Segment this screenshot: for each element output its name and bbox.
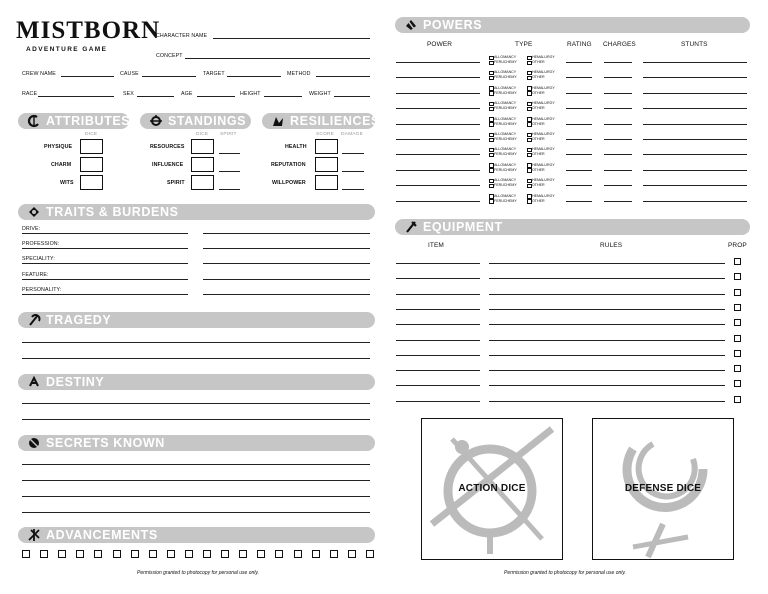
power-type-checkbox[interactable] bbox=[527, 61, 532, 66]
power-type-option-label: FERUCHEMY bbox=[494, 152, 517, 157]
influence-dice-box[interactable] bbox=[191, 157, 214, 172]
footer-right: Permission granted to photocopy for personal use only. bbox=[504, 570, 626, 576]
power-type-option-label: OTHER bbox=[532, 90, 545, 95]
weight-field[interactable] bbox=[334, 96, 370, 97]
destiny-icon bbox=[27, 375, 41, 389]
equipment-header bbox=[395, 219, 750, 235]
equipment-rules-field[interactable] bbox=[489, 309, 725, 310]
power-type-option-label: ALLOMANCY bbox=[494, 101, 517, 106]
equipment-item-field[interactable] bbox=[396, 385, 480, 386]
attributes-icon bbox=[27, 114, 41, 128]
power-charges-field[interactable] bbox=[604, 185, 632, 186]
power-charges-field[interactable] bbox=[604, 62, 632, 63]
advancement-checkbox[interactable] bbox=[257, 550, 265, 558]
power-stunts-field[interactable] bbox=[643, 139, 747, 140]
power-type-option-label: ALLOMANCY bbox=[494, 70, 517, 75]
advancement-checkbox[interactable] bbox=[22, 550, 30, 558]
trait-label: PERSONALITY: bbox=[22, 287, 62, 293]
power-type-option-label: ALLOMANCY bbox=[494, 162, 517, 167]
tragedy-line[interactable] bbox=[22, 358, 370, 359]
equipment-item-field[interactable] bbox=[396, 263, 480, 264]
equipment-rules-field[interactable] bbox=[489, 340, 725, 341]
equipment-prop-checkbox[interactable] bbox=[734, 273, 741, 280]
advancement-checkbox[interactable] bbox=[275, 550, 283, 558]
advancement-checkbox[interactable] bbox=[312, 550, 320, 558]
race-field[interactable] bbox=[38, 96, 114, 97]
equipment-icon bbox=[404, 220, 418, 234]
power-type-checkbox[interactable] bbox=[527, 56, 532, 61]
power-stunts-field[interactable] bbox=[643, 154, 747, 155]
power-name-field[interactable] bbox=[396, 201, 480, 202]
power-type-option-label: FERUCHEMY bbox=[494, 60, 517, 64]
sex-field[interactable] bbox=[137, 96, 174, 97]
burden-field[interactable] bbox=[203, 248, 370, 249]
spirit-dice-box[interactable] bbox=[191, 175, 214, 190]
power-type-checkbox[interactable] bbox=[489, 148, 494, 153]
equipment-prop-checkbox[interactable] bbox=[734, 289, 741, 296]
equipment-rules-field[interactable] bbox=[489, 278, 725, 279]
power-type-option-label: HEMALURGY bbox=[532, 132, 555, 136]
logo-subtitle: ADVENTURE GAME bbox=[26, 46, 108, 53]
power-type-checkbox[interactable] bbox=[527, 102, 532, 107]
power-type-checkbox[interactable] bbox=[489, 71, 494, 76]
power-type-option-label: HEMALURGY bbox=[532, 70, 555, 75]
equipment-item-field[interactable] bbox=[396, 294, 480, 295]
power-stunts-field[interactable] bbox=[643, 93, 747, 94]
power-type-option-label: FERUCHEMY bbox=[494, 167, 517, 172]
power-type-checkbox[interactable] bbox=[527, 122, 532, 127]
health-label: HEALTH bbox=[285, 144, 307, 150]
powers-col-charges: CHARGES bbox=[603, 41, 636, 48]
equipment-rules-field[interactable] bbox=[489, 370, 725, 371]
power-type-checkbox[interactable] bbox=[527, 184, 532, 189]
power-type-option-label: ALLOMANCY bbox=[494, 132, 517, 136]
reputation-score-box[interactable] bbox=[315, 157, 338, 172]
tragedy-line[interactable] bbox=[22, 342, 370, 343]
traits-icon bbox=[27, 205, 41, 219]
standings-dice-header: DICE bbox=[196, 132, 209, 137]
power-name-field[interactable] bbox=[396, 108, 480, 109]
secrets-icon bbox=[27, 436, 41, 450]
destiny-line[interactable] bbox=[22, 403, 370, 404]
power-type-checkbox[interactable] bbox=[527, 168, 532, 173]
power-type-checkbox[interactable] bbox=[489, 117, 494, 122]
trait-field[interactable] bbox=[22, 294, 188, 295]
power-charges-field[interactable] bbox=[604, 170, 632, 171]
crew-name-label: CREW NAME bbox=[22, 71, 56, 77]
power-type-option-label: OTHER bbox=[532, 167, 545, 172]
power-stunts-field[interactable] bbox=[643, 201, 747, 202]
willpower-damage-field[interactable] bbox=[342, 189, 364, 190]
destiny-header bbox=[18, 374, 375, 390]
advancement-checkbox[interactable] bbox=[221, 550, 229, 558]
power-type-option-label: OTHER bbox=[532, 137, 545, 141]
power-name-field[interactable] bbox=[396, 62, 480, 63]
equipment-item-field[interactable] bbox=[396, 370, 480, 371]
advancements-title: ADVANCEMENTS bbox=[46, 528, 158, 542]
power-name-field[interactable] bbox=[396, 77, 480, 78]
height-field[interactable] bbox=[264, 96, 302, 97]
secrets-title: SECRETS KNOWN bbox=[46, 436, 165, 450]
power-type-checkbox[interactable] bbox=[527, 133, 532, 138]
power-type-checkbox[interactable] bbox=[489, 138, 494, 143]
advancement-checkbox[interactable] bbox=[94, 550, 102, 558]
standings-icon bbox=[149, 114, 163, 128]
secrets-line[interactable] bbox=[22, 480, 370, 481]
power-type-option-label: FERUCHEMY bbox=[494, 106, 517, 111]
power-rating-field[interactable] bbox=[566, 185, 592, 186]
power-type-checkbox[interactable] bbox=[489, 179, 494, 184]
power-type-checkbox[interactable] bbox=[489, 76, 494, 81]
equipment-rules-field[interactable] bbox=[489, 385, 725, 386]
power-rating-field[interactable] bbox=[566, 170, 592, 171]
equipment-col-rules: RULES bbox=[600, 242, 623, 249]
resources-dice-box[interactable] bbox=[191, 139, 214, 154]
equipment-rules-field[interactable] bbox=[489, 294, 725, 295]
tragedy-icon bbox=[27, 313, 41, 327]
power-charges-field[interactable] bbox=[604, 139, 632, 140]
power-type-option-label: OTHER bbox=[532, 75, 545, 80]
equipment-item-field[interactable] bbox=[396, 355, 480, 356]
secrets-line[interactable] bbox=[22, 464, 370, 465]
power-type-checkbox[interactable] bbox=[489, 61, 494, 66]
advancements-icon bbox=[27, 528, 41, 542]
power-type-option-label: FERUCHEMY bbox=[494, 90, 517, 95]
destiny-title: DESTINY bbox=[46, 375, 105, 389]
advancement-checkbox[interactable] bbox=[58, 550, 66, 558]
equipment-prop-checkbox[interactable] bbox=[734, 335, 741, 342]
trait-label: SPECIALITY: bbox=[22, 256, 55, 262]
power-type-option-label: OTHER bbox=[532, 183, 545, 188]
equipment-prop-checkbox[interactable] bbox=[734, 380, 741, 387]
equipment-item-field[interactable] bbox=[396, 309, 480, 310]
willpower-label: WILLPOWER bbox=[272, 180, 306, 186]
power-rating-field[interactable] bbox=[566, 93, 592, 94]
power-stunts-field[interactable] bbox=[643, 62, 747, 63]
equipment-item-field[interactable] bbox=[396, 340, 480, 341]
wits-label: WITS bbox=[60, 180, 74, 186]
power-type-checkbox[interactable] bbox=[527, 179, 532, 184]
powers-header bbox=[395, 17, 750, 33]
cause-field[interactable] bbox=[142, 76, 196, 77]
attributes-header bbox=[18, 113, 129, 129]
reputation-damage-field[interactable] bbox=[342, 171, 364, 172]
power-type-checkbox[interactable] bbox=[489, 122, 494, 127]
power-type-checkbox[interactable] bbox=[489, 86, 494, 91]
influence-label: INFLUENCE bbox=[152, 162, 184, 168]
power-rating-field[interactable] bbox=[566, 108, 592, 109]
method-label: METHOD bbox=[287, 71, 311, 77]
power-charges-field[interactable] bbox=[604, 154, 632, 155]
power-rating-field[interactable] bbox=[566, 201, 592, 202]
trait-field[interactable] bbox=[22, 263, 188, 264]
power-stunts-field[interactable] bbox=[643, 77, 747, 78]
power-type-option-label: HEMALURGY bbox=[532, 178, 555, 183]
resources-label: RESOURCES bbox=[150, 144, 185, 150]
power-type-checkbox[interactable] bbox=[489, 168, 494, 173]
trait-field[interactable] bbox=[22, 233, 188, 234]
powers-col-power: POWER bbox=[427, 41, 453, 48]
power-type-option-label: ALLOMANCY bbox=[494, 116, 517, 121]
powers-title: POWERS bbox=[423, 18, 483, 32]
equipment-title: EQUIPMENT bbox=[423, 220, 503, 234]
age-label: AGE bbox=[181, 91, 193, 97]
power-rating-field[interactable] bbox=[566, 62, 592, 63]
power-type-checkbox[interactable] bbox=[489, 194, 494, 199]
power-type-checkbox[interactable] bbox=[527, 199, 532, 204]
attributes-title: ATTRIBUTES bbox=[46, 114, 131, 128]
tragedy-title: TRAGEDY bbox=[46, 313, 112, 327]
reputation-label: REPUTATION bbox=[271, 162, 306, 168]
burden-field[interactable] bbox=[203, 279, 370, 280]
trait-label: FEATURE: bbox=[22, 272, 49, 278]
physique-label: PHYSIQUE bbox=[44, 144, 73, 150]
power-type-option-label: HEMALURGY bbox=[532, 193, 555, 198]
advancement-checkbox[interactable] bbox=[149, 550, 157, 558]
advancement-checkbox[interactable] bbox=[185, 550, 193, 558]
power-type-option-label: HEMALURGY bbox=[532, 116, 555, 121]
equipment-prop-checkbox[interactable] bbox=[734, 396, 741, 403]
equipment-rules-field[interactable] bbox=[489, 324, 725, 325]
crew-name-field[interactable] bbox=[61, 76, 114, 77]
resources-spirit-field[interactable] bbox=[219, 153, 240, 154]
power-charges-field[interactable] bbox=[604, 108, 632, 109]
power-name-field[interactable] bbox=[396, 170, 480, 171]
power-type-option-label: ALLOMANCY bbox=[494, 85, 517, 90]
power-type-checkbox[interactable] bbox=[527, 163, 532, 168]
defense-dice-box[interactable] bbox=[592, 418, 734, 560]
power-charges-field[interactable] bbox=[604, 124, 632, 125]
advancement-checkbox[interactable] bbox=[348, 550, 356, 558]
cause-label: CAUSE bbox=[120, 71, 139, 77]
character-name-field[interactable] bbox=[213, 38, 370, 39]
power-type-option-label: HEMALURGY bbox=[532, 101, 555, 106]
trait-field[interactable] bbox=[22, 279, 188, 280]
action-dice-box[interactable] bbox=[421, 418, 563, 560]
power-name-field[interactable] bbox=[396, 124, 480, 125]
secrets-line[interactable] bbox=[22, 512, 370, 513]
power-type-checkbox[interactable] bbox=[527, 76, 532, 81]
power-stunts-field[interactable] bbox=[643, 185, 747, 186]
spirit-label: SPIRIT bbox=[167, 180, 185, 186]
powers-col-type: TYPE bbox=[515, 41, 533, 48]
advancement-checkbox[interactable] bbox=[203, 550, 211, 558]
power-type-option-label: HEMALURGY bbox=[532, 147, 555, 152]
power-name-field[interactable] bbox=[396, 93, 480, 94]
power-type-checkbox[interactable] bbox=[489, 133, 494, 138]
spirit-spirit-field[interactable] bbox=[219, 189, 240, 190]
power-type-checkbox[interactable] bbox=[527, 91, 532, 96]
standings-header bbox=[140, 113, 251, 129]
secrets-line[interactable] bbox=[22, 496, 370, 497]
powers-col-rating: RATING bbox=[567, 41, 592, 48]
power-type-option-label: ALLOMANCY bbox=[494, 55, 517, 59]
power-type-option-label: OTHER bbox=[532, 152, 545, 157]
attributes-dice-header: DICE bbox=[85, 132, 98, 137]
equipment-item-field[interactable] bbox=[396, 278, 480, 279]
burden-field[interactable] bbox=[203, 294, 370, 295]
power-type-option-label: OTHER bbox=[532, 121, 545, 126]
influence-spirit-field[interactable] bbox=[219, 171, 240, 172]
power-rating-field[interactable] bbox=[566, 139, 592, 140]
sex-label: SEX bbox=[123, 91, 134, 97]
power-rating-field[interactable] bbox=[566, 124, 592, 125]
power-type-checkbox[interactable] bbox=[489, 102, 494, 107]
equipment-prop-checkbox[interactable] bbox=[734, 319, 741, 326]
power-type-checkbox[interactable] bbox=[489, 91, 494, 96]
charm-label: CHARM bbox=[51, 162, 72, 168]
power-type-checkbox[interactable] bbox=[527, 117, 532, 122]
power-type-option-label: HEMALURGY bbox=[532, 55, 555, 59]
advancement-checkbox[interactable] bbox=[167, 550, 175, 558]
advancements-header bbox=[18, 527, 375, 543]
tragedy-header bbox=[18, 312, 375, 328]
power-type-option-label: OTHER bbox=[532, 198, 545, 203]
powers-icon bbox=[404, 18, 418, 32]
physique-dice-box[interactable] bbox=[80, 139, 103, 154]
equipment-item-field[interactable] bbox=[396, 401, 480, 402]
height-label: HEIGHT bbox=[240, 91, 261, 97]
equipment-prop-checkbox[interactable] bbox=[734, 350, 741, 357]
equipment-col-item: ITEM bbox=[428, 242, 444, 249]
burden-field[interactable] bbox=[203, 263, 370, 264]
equipment-col-prop: PROP bbox=[728, 242, 747, 249]
resiliences-score-header: SCORE bbox=[316, 132, 335, 137]
health-damage-field[interactable] bbox=[342, 153, 364, 154]
equipment-rules-field[interactable] bbox=[489, 355, 725, 356]
power-type-checkbox[interactable] bbox=[527, 138, 532, 143]
equipment-item-field[interactable] bbox=[396, 324, 480, 325]
power-charges-field[interactable] bbox=[604, 93, 632, 94]
power-type-option-label: ALLOMANCY bbox=[494, 178, 517, 183]
power-type-checkbox[interactable] bbox=[489, 163, 494, 168]
power-type-checkbox[interactable] bbox=[489, 107, 494, 112]
power-type-checkbox[interactable] bbox=[527, 153, 532, 158]
power-stunts-field[interactable] bbox=[643, 170, 747, 171]
resiliences-icon bbox=[271, 114, 285, 128]
power-stunts-field[interactable] bbox=[643, 124, 747, 125]
equipment-prop-checkbox[interactable] bbox=[734, 365, 741, 372]
weight-label: WEIGHT bbox=[309, 91, 331, 97]
race-label: RACE bbox=[22, 91, 38, 97]
power-type-checkbox[interactable] bbox=[489, 199, 494, 204]
advancement-checkbox[interactable] bbox=[40, 550, 48, 558]
power-type-option-label: HEMALURGY bbox=[532, 85, 555, 90]
power-rating-field[interactable] bbox=[566, 154, 592, 155]
power-type-checkbox[interactable] bbox=[527, 71, 532, 76]
power-name-field[interactable] bbox=[396, 139, 480, 140]
power-type-option-label: ALLOMANCY bbox=[494, 193, 517, 198]
equipment-rules-field[interactable] bbox=[489, 263, 725, 264]
standings-title: STANDINGS bbox=[168, 114, 247, 128]
resiliences-damage-header: DAMAGE bbox=[341, 132, 363, 137]
character-name-label: CHARACTER NAME bbox=[156, 33, 208, 39]
power-charges-field[interactable] bbox=[604, 201, 632, 202]
power-type-checkbox[interactable] bbox=[489, 56, 494, 61]
power-type-option-label: FERUCHEMY bbox=[494, 183, 517, 188]
advancement-checkbox[interactable] bbox=[366, 550, 374, 558]
action-dice-label: ACTION DICE bbox=[458, 483, 526, 494]
power-type-option-label: FERUCHEMY bbox=[494, 121, 517, 126]
power-charges-field[interactable] bbox=[604, 77, 632, 78]
traits-title: TRAITS & BURDENS bbox=[46, 205, 179, 219]
logo bbox=[16, 17, 161, 58]
wits-dice-box[interactable] bbox=[80, 175, 103, 190]
target-field[interactable] bbox=[227, 76, 281, 77]
destiny-line[interactable] bbox=[22, 419, 370, 420]
footer-left: Permission granted to photocopy for personal use only. bbox=[137, 570, 259, 576]
method-field[interactable] bbox=[316, 76, 370, 77]
power-rating-field[interactable] bbox=[566, 77, 592, 78]
equipment-prop-checkbox[interactable] bbox=[734, 258, 741, 265]
power-type-option-label: FERUCHEMY bbox=[494, 198, 517, 203]
power-type-checkbox[interactable] bbox=[527, 107, 532, 112]
traits-header bbox=[18, 204, 375, 220]
equipment-prop-checkbox[interactable] bbox=[734, 304, 741, 311]
target-label: TARGET bbox=[203, 71, 225, 77]
trait-label: PROFESSION: bbox=[22, 241, 60, 247]
defense-dice-label: DEFENSE DICE bbox=[624, 483, 702, 494]
resiliences-title: RESILIENCES bbox=[290, 114, 380, 128]
powers-col-stunts: STUNTS bbox=[681, 41, 708, 48]
advancement-checkbox[interactable] bbox=[113, 550, 121, 558]
trait-label: DRIVE: bbox=[22, 226, 41, 232]
power-name-field[interactable] bbox=[396, 185, 480, 186]
advancement-checkbox[interactable] bbox=[76, 550, 84, 558]
power-type-checkbox[interactable] bbox=[527, 148, 532, 153]
power-type-checkbox[interactable] bbox=[489, 153, 494, 158]
advancement-checkbox[interactable] bbox=[131, 550, 139, 558]
secrets-header bbox=[18, 435, 375, 451]
advancement-checkbox[interactable] bbox=[330, 550, 338, 558]
burden-field[interactable] bbox=[203, 233, 370, 234]
age-field[interactable] bbox=[197, 96, 235, 97]
power-type-option-label: FERUCHEMY bbox=[494, 137, 517, 141]
advancement-checkbox[interactable] bbox=[294, 550, 302, 558]
power-type-option-label: HEMALURGY bbox=[532, 162, 555, 167]
power-type-checkbox[interactable] bbox=[527, 86, 532, 91]
trait-field[interactable] bbox=[22, 248, 188, 249]
standings-spirit-header: SPIRIT bbox=[220, 132, 237, 137]
equipment-rules-field[interactable] bbox=[489, 401, 725, 402]
power-type-checkbox[interactable] bbox=[489, 184, 494, 189]
willpower-score-box[interactable] bbox=[315, 175, 338, 190]
resiliences-header bbox=[262, 113, 380, 129]
power-type-option-label: FERUCHEMY bbox=[494, 75, 517, 80]
power-type-option-label: OTHER bbox=[532, 106, 545, 111]
advancement-checkbox[interactable] bbox=[239, 550, 247, 558]
concept-field[interactable] bbox=[185, 58, 370, 59]
charm-dice-box[interactable] bbox=[80, 157, 103, 172]
power-name-field[interactable] bbox=[396, 154, 480, 155]
concept-label: CONCEPT bbox=[156, 53, 183, 59]
power-type-option-label: OTHER bbox=[532, 60, 545, 64]
power-stunts-field[interactable] bbox=[643, 108, 747, 109]
power-type-option-label: ALLOMANCY bbox=[494, 147, 517, 152]
logo-title: MISTBORN bbox=[16, 17, 161, 44]
health-score-box[interactable] bbox=[315, 139, 338, 154]
power-type-checkbox[interactable] bbox=[527, 194, 532, 199]
